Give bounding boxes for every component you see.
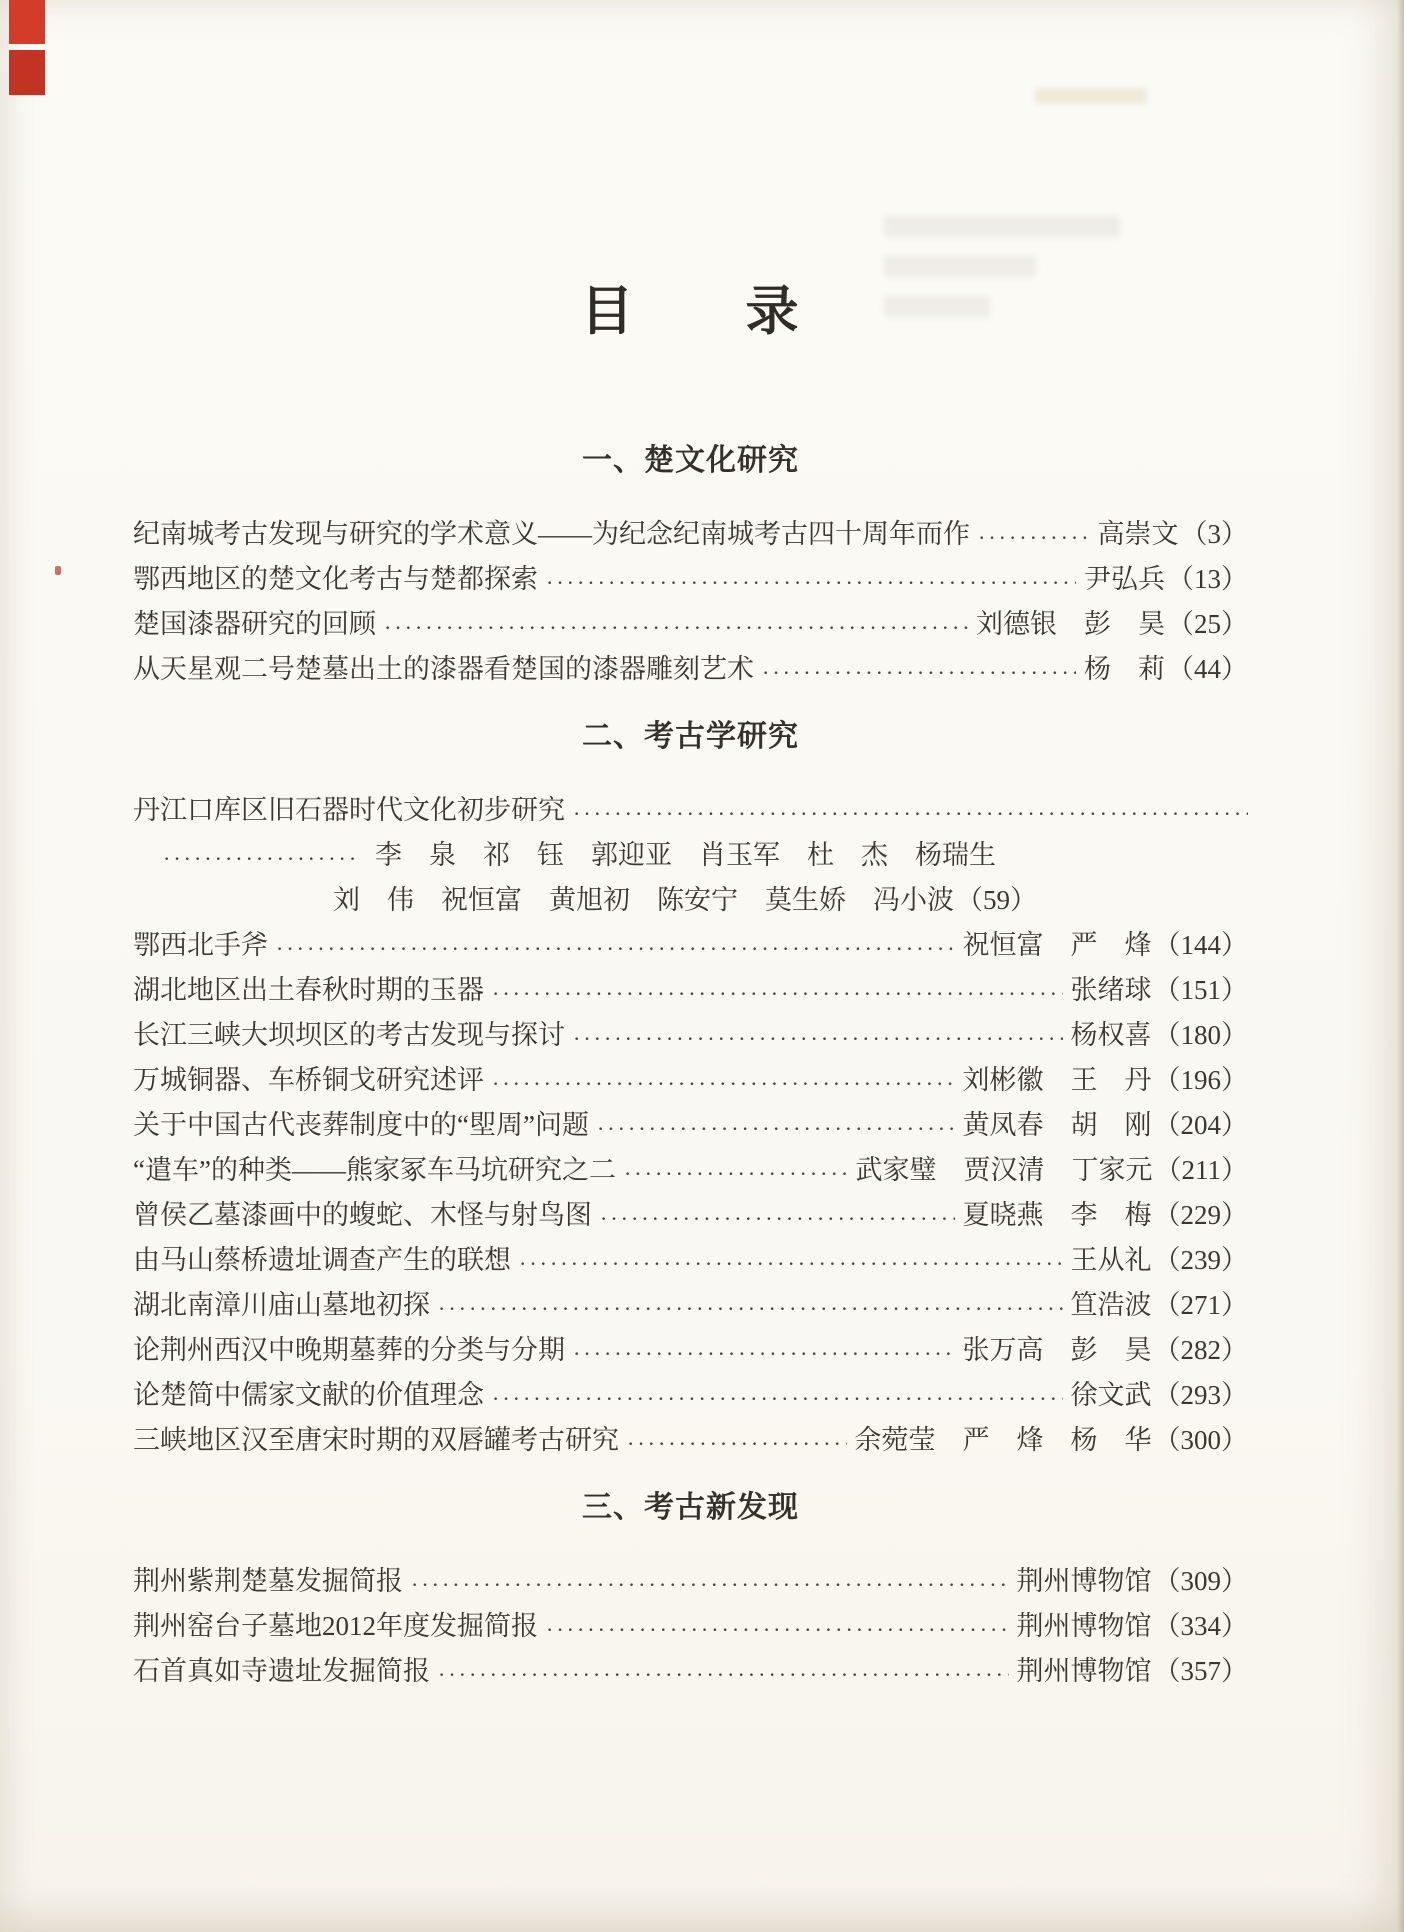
dot-leader — [589, 1103, 955, 1148]
dot-leader — [268, 923, 955, 968]
toc-entry — [133, 1328, 1248, 1373]
toc-content — [133, 281, 1248, 1694]
entry-authors-page — [1090, 512, 1249, 557]
entry-authors-page — [1063, 1238, 1249, 1283]
entry-title: 荆州紫荆楚墓发掘简报 — [133, 1566, 403, 1596]
dot-leader — [970, 512, 1090, 557]
section-entries — [133, 512, 1248, 692]
bleed-through-text — [884, 216, 1120, 237]
entry-authors-page — [1063, 1283, 1249, 1328]
entry-authors-page — [1063, 968, 1249, 1013]
dot-leader — [430, 1283, 1063, 1328]
entry-authors-page — [1009, 1649, 1249, 1694]
entry-authors: 荆州博物馆 — [1016, 1566, 1152, 1596]
toc-sections — [133, 438, 1248, 1694]
page-edge-shadow — [1397, 0, 1404, 1932]
entry-authors: 刘德银 彭 昊 — [976, 609, 1165, 639]
toc-entry — [133, 1238, 1248, 1283]
entry-authors-page — [968, 602, 1248, 647]
entry-page-number: （300） — [1153, 1425, 1248, 1455]
toc-entry — [133, 1604, 1248, 1649]
entry-authors-page — [955, 1193, 1249, 1238]
dot-leader — [376, 602, 968, 647]
dot-leader — [754, 647, 1076, 692]
toc-entry — [133, 923, 1248, 968]
entry-authors: 尹弘兵 — [1084, 564, 1165, 594]
entry-page-number: （239） — [1153, 1245, 1248, 1275]
dot-leader — [484, 1058, 955, 1103]
dot-leader — [430, 1649, 1009, 1694]
entry-authors-page — [1063, 1373, 1249, 1418]
entry-page-number: （293） — [1153, 1380, 1248, 1410]
entry-page-number: （180） — [1153, 1020, 1248, 1050]
toc-entry — [133, 1193, 1248, 1238]
section-entries — [133, 1559, 1248, 1694]
entry-authors-page — [1076, 647, 1248, 692]
entry-authors: 余菀莹 严 烽 杨 华 — [854, 1425, 1152, 1455]
red-cover-strip — [9, 0, 45, 44]
entry-page-number: （151） — [1153, 975, 1248, 1005]
entry-authors: 刘 伟 祝恒富 黄旭初 陈安宁 莫生娇 冯小波 — [333, 885, 954, 915]
entry-title: 关于中国古代丧葬制度中的“堲周”问题 — [133, 1110, 589, 1140]
entry-title: 湖北南漳川庙山墓地初探 — [133, 1290, 430, 1320]
toc-entry — [133, 1649, 1248, 1694]
entry-authors-page — [955, 1103, 1249, 1148]
entry-title: 纪南城考古发现与研究的学术意义——为纪念纪南城考古四十周年而作 — [133, 519, 970, 549]
entry-title: 湖北地区出土春秋时期的玉器 — [133, 975, 484, 1005]
entry-authors-page — [848, 1148, 1249, 1193]
entry-authors-page — [955, 1328, 1249, 1373]
toc-entry — [133, 647, 1248, 692]
entry-authors: 荆州博物馆 — [1016, 1656, 1152, 1686]
entry-authors: 荆州博物馆 — [1016, 1611, 1152, 1641]
entry-authors: 杨权喜 — [1070, 1020, 1152, 1050]
entry-title: 丹江口库区旧石器时代文化初步研究 — [133, 795, 565, 825]
entry-authors: 高崇文 — [1097, 519, 1179, 549]
entry-title: 楚国漆器研究的回顾 — [133, 609, 376, 639]
dot-leader — [484, 1373, 1063, 1418]
red-ink-speck — [55, 566, 61, 575]
entry-title: 论荆州西汉中晚期墓葬的分类与分期 — [133, 1335, 565, 1365]
toc-entry-continuation — [133, 878, 1248, 923]
entry-title: 石首真如寺遗址发掘简报 — [133, 1656, 430, 1686]
dot-leader — [592, 1193, 955, 1238]
toc-entry — [133, 512, 1248, 557]
entry-page-number: （25） — [1167, 609, 1248, 639]
section-heading: 二、考古学研究 — [582, 720, 799, 753]
entry-authors: 夏晓燕 李 梅 — [962, 1200, 1152, 1230]
entry-title: 长江三峡大坝坝区的考古发现与探讨 — [133, 1020, 565, 1050]
entry-page-number: （13） — [1167, 564, 1248, 594]
toc-entry — [133, 788, 1248, 833]
entry-title: 鄂西北手斧 — [133, 930, 268, 960]
entry-page-number: （282） — [1153, 1335, 1248, 1365]
entry-authors-page — [1063, 1013, 1249, 1058]
entry-authors: 徐文武 — [1070, 1380, 1152, 1410]
dot-leader — [619, 1418, 847, 1463]
entry-authors-page — [1076, 557, 1248, 602]
entry-title: “遣车”的种类——熊家冢车马坑研究之二 — [133, 1155, 616, 1185]
entry-page-number: （271） — [1153, 1290, 1248, 1320]
section-heading: 一、楚文化研究 — [582, 444, 799, 477]
dot-leader — [565, 1013, 1063, 1058]
toc-entry — [133, 1418, 1248, 1463]
entry-title: 荆州窑台子墓地2012年度发掘简报 — [133, 1611, 538, 1641]
dot-leader — [511, 1238, 1063, 1283]
entry-title: 三峡地区汉至唐宋时期的双唇罐考古研究 — [133, 1425, 619, 1455]
dot-leader — [565, 788, 1248, 833]
entry-page-number: （59） — [956, 885, 1037, 915]
entry-page-number: （229） — [1153, 1200, 1248, 1230]
entry-authors: 刘彬徽 王 丹 — [962, 1065, 1152, 1095]
entry-authors: 武家璧 贾汉清 丁家元 — [855, 1155, 1153, 1185]
toc-entry — [133, 1013, 1248, 1058]
entry-title: 论楚简中儒家文献的价值理念 — [133, 1380, 484, 1410]
dot-leader — [538, 557, 1076, 602]
entry-authors: 张万高 彭 昊 — [962, 1335, 1152, 1365]
red-cover-strip — [9, 50, 45, 95]
entry-authors-page — [955, 923, 1249, 968]
dot-leader — [403, 1559, 1009, 1604]
entry-page-number: （44） — [1167, 654, 1248, 684]
entry-page-number: （144） — [1153, 930, 1248, 960]
toc-entry — [133, 1559, 1248, 1604]
entry-authors: 张绪球 — [1070, 975, 1152, 1005]
entry-title: 万城铜器、车桥铜戈研究述评 — [133, 1065, 484, 1095]
page-title: 目 录 — [580, 283, 801, 341]
dot-leader — [538, 1604, 1009, 1649]
toc-entry — [133, 1103, 1248, 1148]
entry-authors-page — [1009, 1559, 1249, 1604]
entry-title: 鄂西地区的楚文化考古与楚都探索 — [133, 564, 538, 594]
entry-page-number: （334） — [1153, 1611, 1248, 1641]
toc-entry — [133, 602, 1248, 647]
entry-authors: 黄凤春 胡 刚 — [962, 1110, 1152, 1140]
entry-authors: 杨 莉 — [1084, 654, 1165, 684]
entry-authors-page — [1009, 1604, 1249, 1649]
entry-title: 从天星观二号楚墓出土的漆器看楚国的漆器雕刻艺术 — [133, 654, 754, 684]
bleed-through-text — [884, 256, 1036, 277]
entry-page-number: （309） — [1153, 1566, 1248, 1596]
dot-leader — [484, 968, 1063, 1013]
toc-entry — [133, 1373, 1248, 1418]
toc-entry — [133, 1058, 1248, 1103]
dot-leader — [616, 1148, 848, 1193]
toc-entry — [133, 968, 1248, 1013]
bleed-through-text — [1035, 88, 1147, 104]
dot-leader — [155, 833, 359, 878]
entry-authors: 笪浩波 — [1070, 1290, 1152, 1320]
entry-authors: 祝恒富 严 烽 — [962, 930, 1152, 960]
entry-title: 曾侯乙墓漆画中的蝮蛇、木怪与射鸟图 — [133, 1200, 592, 1230]
section-heading: 三、考古新发现 — [582, 1491, 799, 1524]
toc-entry-continuation — [133, 833, 1248, 878]
entry-page-number: （211） — [1154, 1155, 1248, 1185]
toc-entry — [133, 557, 1248, 602]
entry-page-number: （357） — [1153, 1656, 1248, 1686]
dot-leader — [565, 1328, 955, 1373]
entry-authors: 李 泉 祁 钰 郭迎亚 肖玉军 杜 杰 杨瑞生 — [375, 840, 996, 870]
toc-entry — [133, 1148, 1248, 1193]
entry-authors: 王从礼 — [1070, 1245, 1152, 1275]
toc-entry — [133, 1283, 1248, 1328]
entry-page-number: （204） — [1153, 1110, 1248, 1140]
entry-authors-page — [955, 1058, 1249, 1103]
entry-title: 由马山蔡桥遗址调查产生的联想 — [133, 1245, 511, 1275]
section-entries — [133, 788, 1248, 1463]
entry-page-number: （196） — [1153, 1065, 1248, 1095]
entry-page-number: （3） — [1180, 519, 1248, 549]
entry-authors-page — [847, 1418, 1249, 1463]
